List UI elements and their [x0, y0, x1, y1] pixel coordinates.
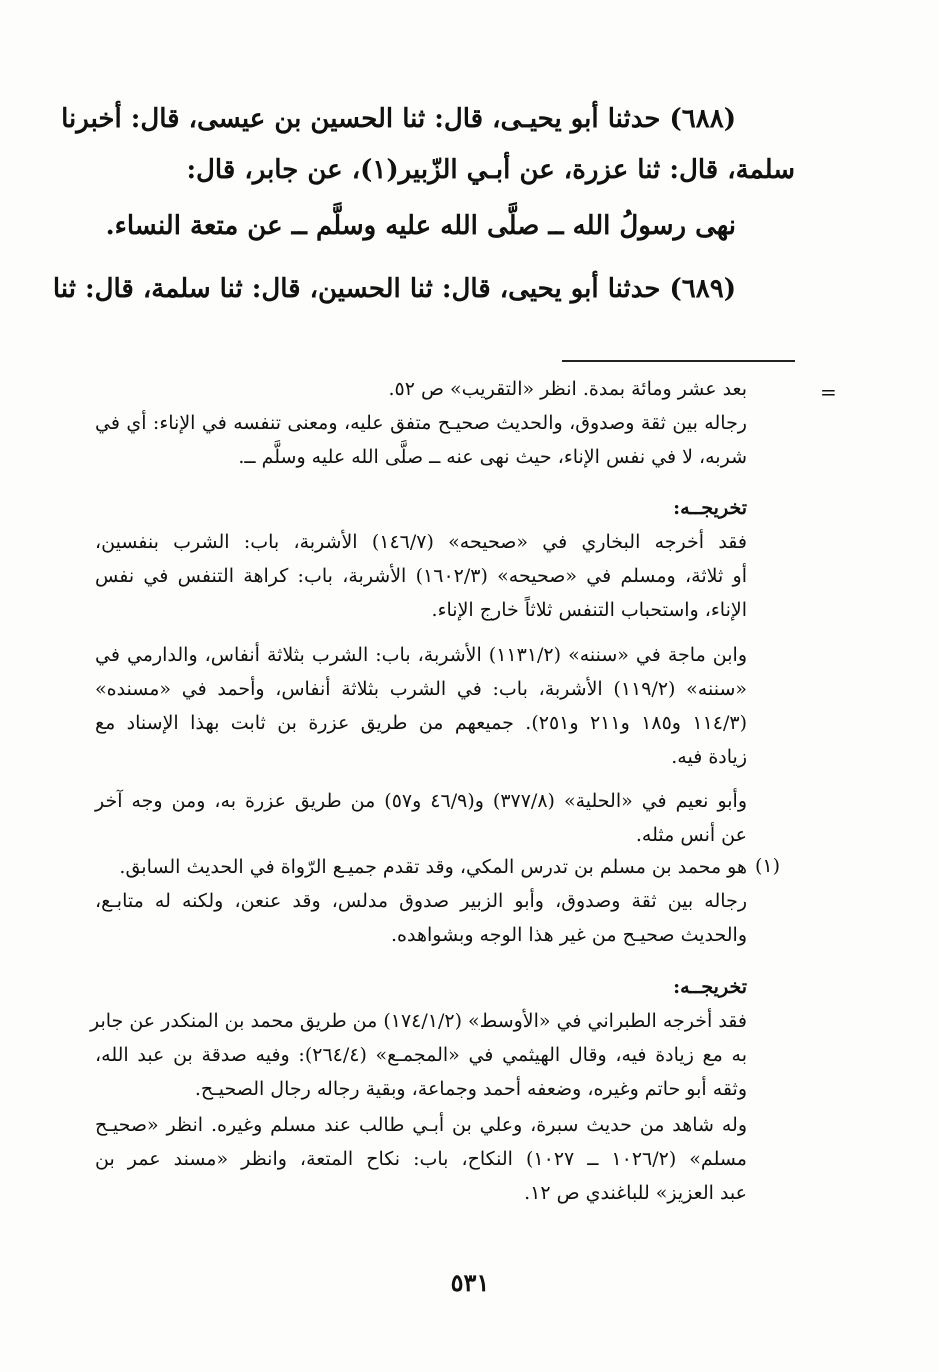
footnote-line: عن أنس مثله.	[635, 824, 747, 846]
footnote-line: «سننه» (١١٩/٢) الأشربة، باب: في الشرب بثلاثة أنفاس، وأحمد في «مسنده»	[95, 678, 747, 700]
main-line-1: (٦٨٨) حدثنا أبو يحيـى، قال: ثنا الحسين بن عيسى، قال: أخبرنا	[61, 104, 736, 134]
footnote-line: رجاله بين ثقة وصدوق، والحديث صحيـح متفق عليه، ومعنى تنفسه في الإناء: أي في	[95, 412, 747, 434]
footnote-line: فقد أخرجه البخاري في «صحيحه» (١٤٦/٧) الأشربة، باب: الشرب بنفسين،	[95, 531, 747, 553]
footnote-line: مسلم» (١٠٢٦/٢ ــ ١٠٢٧) النكاح، باب: نكاح المتعة، وانظر «مسند عمر بن	[95, 1148, 747, 1170]
footnote-line: وله شاهد من حديث سبرة، وعلي بن أبـي طالب عند مسلم وغيره. انظر «صحيـح	[95, 1114, 747, 1136]
footnote-heading: تخريجــه:	[673, 497, 747, 519]
main-line-3: نهى رسولُ الله ــ صلَّى الله عليه وسلَّم ــ عن متعة النساء.	[105, 211, 736, 241]
continuation-mark: =	[820, 380, 837, 404]
page-number: ٥٣١	[450, 1268, 490, 1297]
footnote-line: به مع زيادة فيه، وقال الهيثمي في «المجمـع» (٢٦٤/٤): وفيه صدقة بن عبد الله،	[95, 1044, 747, 1066]
footnote-line: وأبو نعيم في «الحلية» (٣٧٧/٨) و(٤٦/٩ و٥٧) من طريق عزرة به، ومن وجه آخر	[95, 790, 748, 812]
footnote-line: فقد أخرجه الطبراني في «الأوسط» (١٧٤/١/٢) من طريق محمد بن المنكدر عن جابر	[90, 1010, 747, 1032]
footnote-separator	[562, 360, 795, 362]
footnote-line: هو محمد بن مسلم بن تدرس المكي، وقد تقدم جميـع الرّواة في الحديث السابق.	[119, 856, 747, 878]
footnote-line: (١١٤/٣ و١٨٥ و٢١١ و٢٥١). جميعهم من طريق عزرة بن ثابت بهذا الإسناد مع	[95, 712, 748, 734]
footnote-marker-1: (١)	[755, 855, 781, 877]
footnote-line: عبد العزيز» للباغندي ص ١٢.	[524, 1182, 747, 1204]
footnote-line: الإناء، واستحباب التنفس ثلاثاً خارج الإناء.	[431, 599, 747, 621]
footnote-line: بعد عشر ومائة بمدة. انظر «التقريب» ص ٥٢.	[388, 378, 747, 400]
footnote-line: أو ثلاثة، ومسلم في «صحيحه» (١٦٠٢/٣) الأشربة، باب: كراهة التنفس في نفس	[95, 565, 747, 587]
footnote-line: وثقه أبو حاتم وغيره، وضعفه أحمد وجماعة، وبقية رجاله رجال الصحيـح.	[194, 1078, 747, 1100]
footnote-heading: تخريجــه:	[673, 976, 747, 998]
footnote-line: وابن ماجة في «سننه» (١١٣١/٢) الأشربة، باب: الشرب بثلاثة أنفاس، والدارمي في	[95, 644, 747, 666]
footnote-line: رجاله بين ثقة وصدوق، وأبو الزبير صدوق مدلس، وقد عنعن، ولكنه له متابـع،	[95, 890, 747, 912]
footnote-line: زيادة فيه.	[671, 746, 747, 768]
footnote-line: شربه، لا في نفس الإناء، حيث نهى عنه ــ صلَّى الله عليه وسلَّم ــ.	[238, 446, 747, 468]
main-line-2: سلمة، قال: ثنا عزرة، عن أبـي الزّبير(١)، عن جابر، قال:	[186, 155, 795, 185]
footnote-line: والحديث صحيـح من غير هذا الوجه وبشواهده.	[391, 924, 747, 946]
main-line-4: (٦٨٩) حدثنا أبو يحيى، قال: ثنا الحسين، قال: ثنا سلمة، قال: ثنا	[52, 274, 736, 304]
